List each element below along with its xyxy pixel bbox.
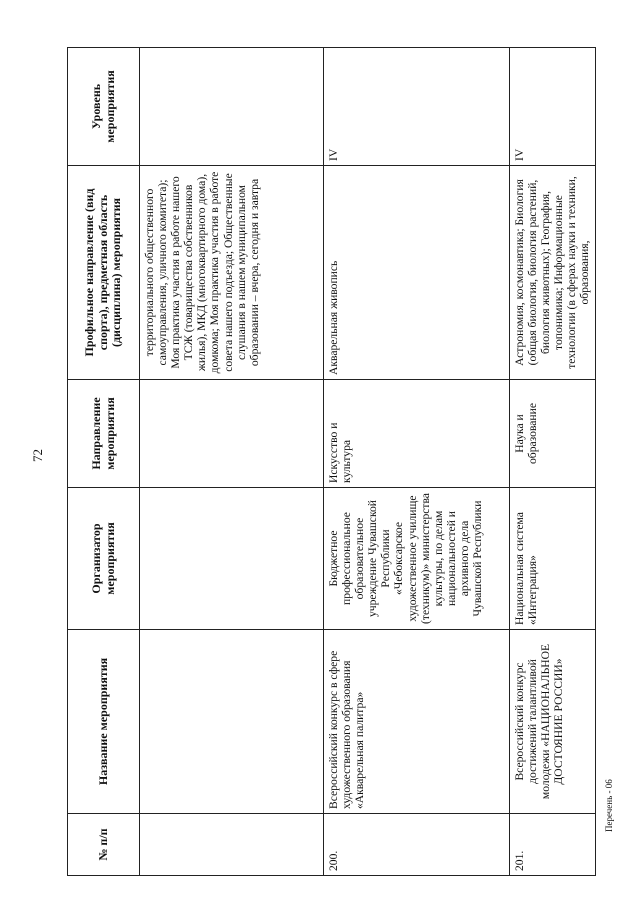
table-row xyxy=(140,48,324,876)
cell-name xyxy=(140,630,324,814)
table-row xyxy=(324,48,510,876)
cell-name: Всероссийский конкурс достижений талантливой молодежи «НАЦИОНАЛЬНОЕ ДОСТОЯНИЕ РОССИИ» xyxy=(510,630,596,814)
rotated-page xyxy=(67,48,595,876)
header-name: Название мероприятия xyxy=(68,630,140,814)
header-organizer: Организатор мероприятия xyxy=(68,488,140,630)
table-row xyxy=(510,48,596,876)
cell-name: Всероссийский конкурс в сфере художественного образования «Акварельная палитра» xyxy=(324,630,510,814)
footer-label: Перечень - 06 xyxy=(604,779,614,832)
cell-num xyxy=(140,814,324,876)
cell-num: 201. xyxy=(510,814,596,876)
table-header-row xyxy=(68,48,140,876)
cell-profile: Акварельная живопись xyxy=(324,166,510,380)
page-number: 72 xyxy=(30,449,45,462)
cell-organizer: Бюджетное профессиональное образовательное учреждение Чувашской Республики «Чебоксарское художественное училище (техникум)» министерства культуры, по делам национальностей и архивного дела Чувашской Республики xyxy=(324,488,510,630)
cell-organizer: Национальная система «Интеграция» xyxy=(510,488,596,630)
header-level: Уровень мероприятия xyxy=(68,48,140,166)
cell-level: IV xyxy=(324,48,510,166)
cell-organizer xyxy=(140,488,324,630)
cell-direction: Наука и образование xyxy=(510,380,596,488)
header-num: № п/п xyxy=(68,814,140,876)
cell-direction xyxy=(140,380,324,488)
events-table xyxy=(67,47,596,876)
cell-direction: Искусство и культура xyxy=(324,380,510,488)
cell-num: 200. xyxy=(324,814,510,876)
header-direction: Направление мероприятия xyxy=(68,380,140,488)
cell-level xyxy=(140,48,324,166)
header-profile: Профильное направление (вид спорта), предметная область (дисциплина) мероприятия xyxy=(68,166,140,380)
cell-level: IV xyxy=(510,48,596,166)
cell-profile: Астрономия, космонавтика; Биология (общая биология, биология растений, биология животных); География, топонимика; Информационные технологии (в сферах науки и техники, образования, xyxy=(510,166,596,380)
cell-profile: территориального общественного самоуправления, уличного комитета); Моя практика участия в работе нашего ТСЖ (товарищества собственников жилья), МКД (многоквартирного дома), домкома; Моя практика участия в работе совета нашего подъезда; Общественные слушания в нашем муниципальном образовании – вчера, сегодня и завтра xyxy=(140,166,324,380)
